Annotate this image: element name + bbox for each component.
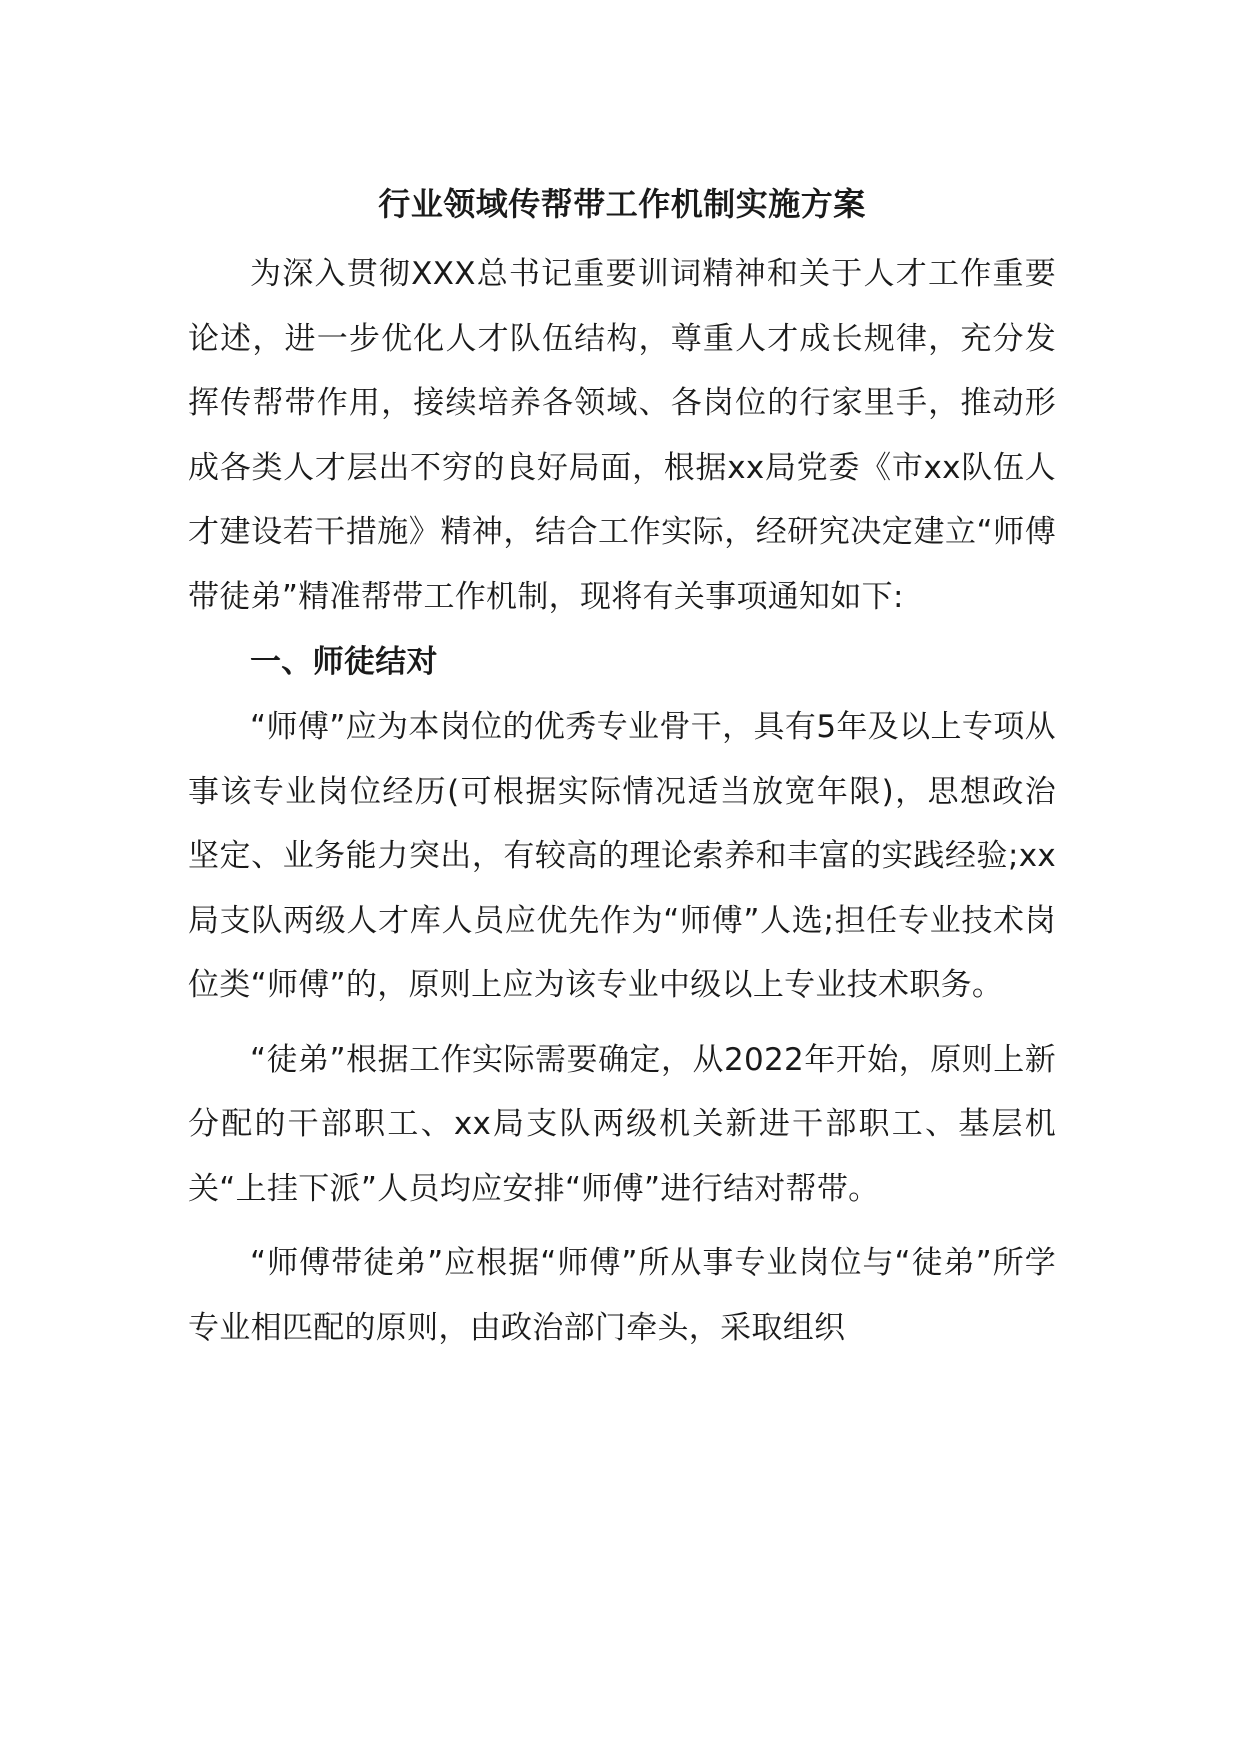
- intro-paragraph: 为深入贯彻XXX总书记重要训词精神和关于人才工作重要论述，进一步优化人才队伍结构，尊重人才成长规律，充分发挥传帮带作用，接续培养各领域、各岗位的行家里手，推动形成各类人才层出不穷的良好局面，根据xx局党委《市xx队伍人才建设若干措施》精神，结合工作实际，经研究决定建立“师傅带徒弟”精准帮带工作机制，现将有关事项通知如下:: [188, 256, 1056, 615]
- section-paragraph-1: “师傅”应为本岗位的优秀专业骨干，具有5年及以上专项从事该专业岗位经历(可根据实际情况适当放宽年限)，思想政治坚定、业务能力突出，有较高的理论索养和丰富的实践经验;xx局支队两级人才库人员应优先作为“师傅”人选;担任专业技术岗位类“师傅”的，原则上应为该专业中级以上专业技术职务。: [188, 709, 1056, 1003]
- document-title: 行业领域传帮带工作机制实施方案: [378, 185, 866, 223]
- document-body: [188, 176, 1056, 1360]
- section-paragraph-3: “师傅带徒弟”应根据“师傅”所从事专业岗位与“徒弟”所学专业相匹配的原则，由政治部门牵头，采取组织: [188, 1245, 1056, 1346]
- section-heading: 一、师徒结对: [250, 644, 438, 680]
- section-paragraph-2: “徒弟”根据工作实际需要确定，从2022年开始，原则上新分配的干部职工、xx局支队两级机关新进干部职工、基层机关“上挂下派”人员均应安排“师傅”进行结对帮带。: [188, 1041, 1056, 1207]
